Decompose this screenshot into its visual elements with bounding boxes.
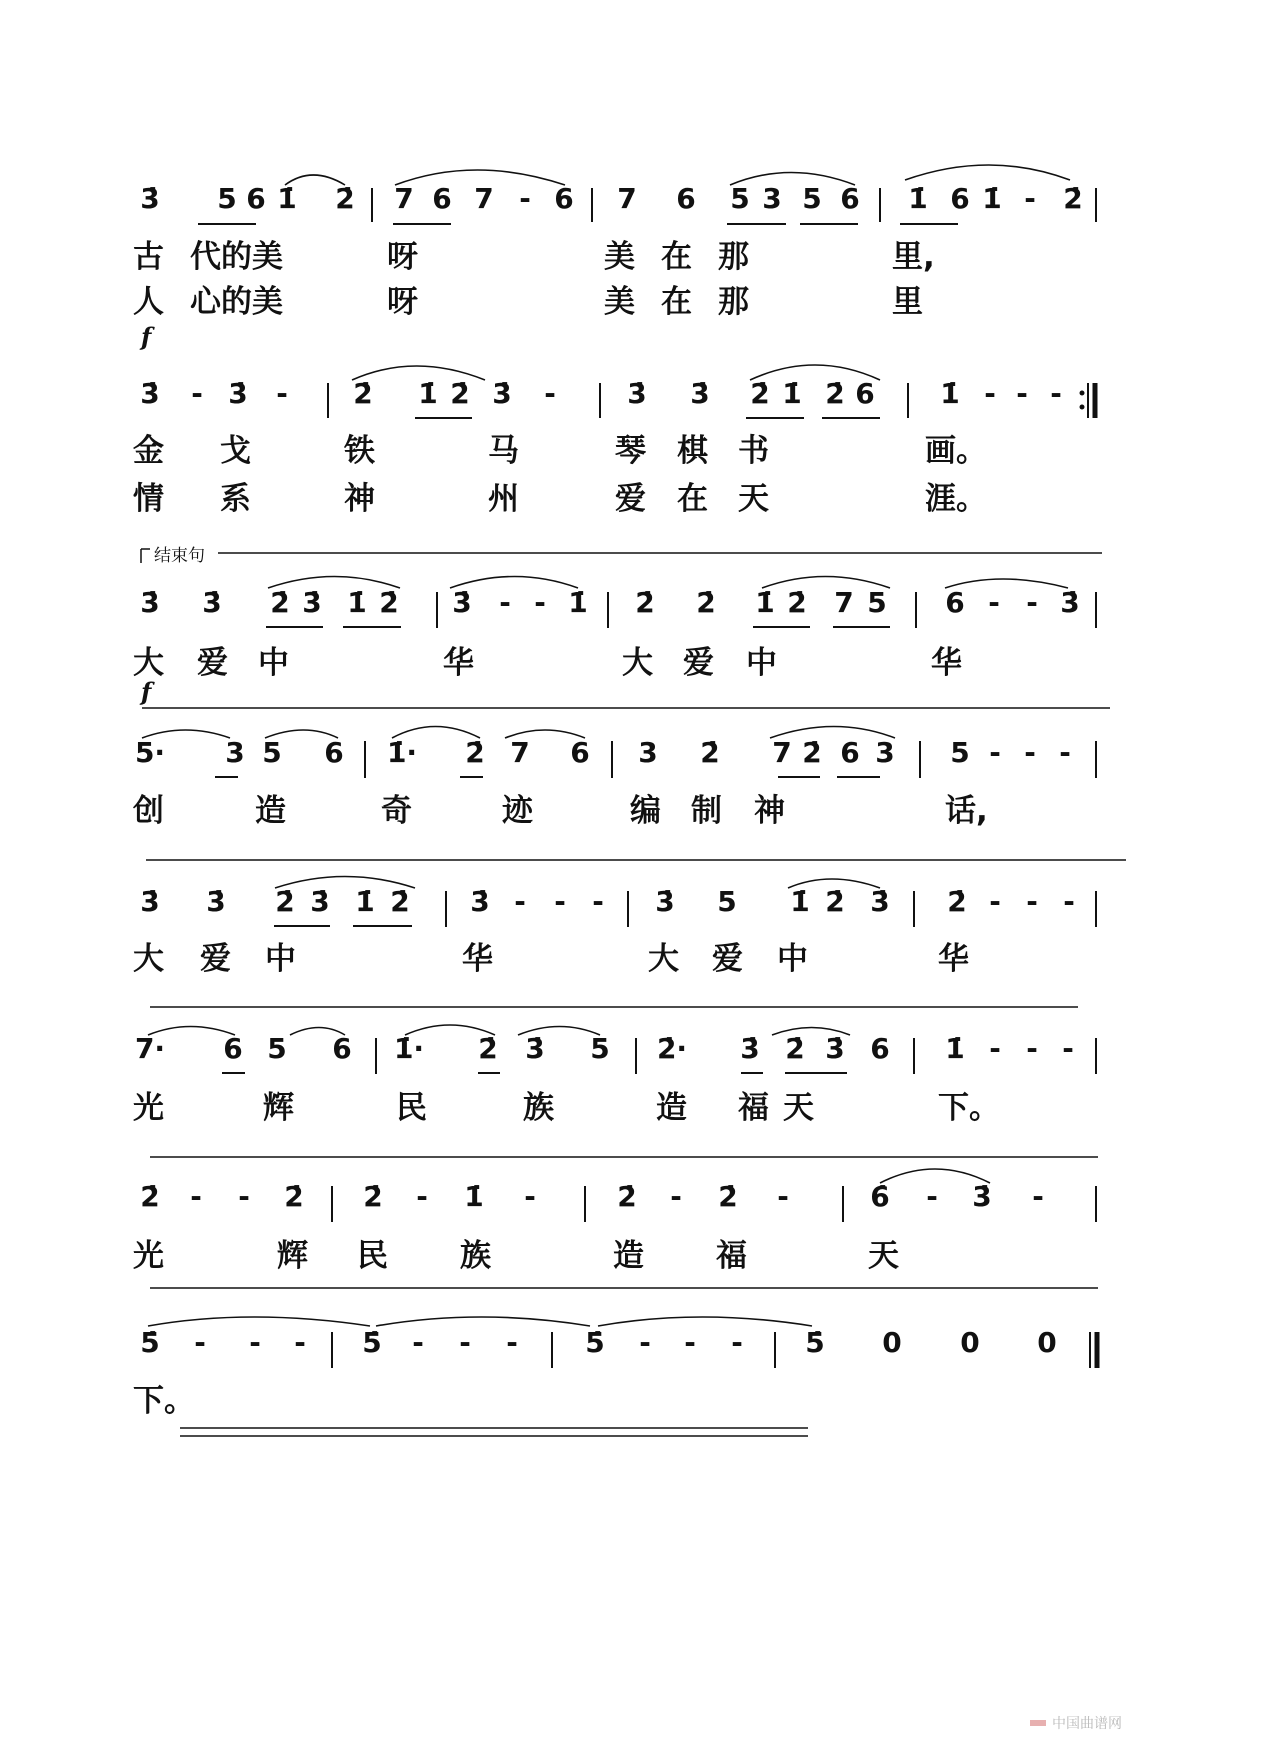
note: 6̇: [870, 1180, 890, 1213]
note: 3̇: [740, 1032, 760, 1065]
lyric-syllable: 心的美: [190, 284, 283, 320]
dash-sustain: -: [1024, 182, 1036, 215]
lyric-syllable: 呀: [387, 239, 418, 275]
lyric-syllable: 情: [133, 481, 164, 517]
note: 6: [855, 377, 875, 410]
lyric-syllable: 美: [604, 239, 635, 275]
dash-sustain: -: [294, 1326, 306, 1359]
note: 6: [945, 586, 965, 619]
site-watermark: [1030, 1715, 1122, 1732]
note: 1̇: [464, 1180, 484, 1213]
dash-sustain: -: [777, 1180, 789, 1213]
note: 2̇: [284, 1180, 304, 1213]
note: 2̇: [947, 885, 967, 918]
note: 6: [332, 1032, 352, 1065]
note: 1̇: [982, 182, 1002, 215]
dash-sustain: -: [989, 1032, 1001, 1065]
note: 2̇: [390, 885, 410, 918]
note: 2̇: [802, 736, 822, 769]
dash-sustain: -: [1026, 885, 1038, 918]
lyric-syllable: 大: [622, 645, 653, 681]
note: 6: [324, 736, 344, 769]
lyric-syllable: 人: [133, 284, 164, 320]
lyric-syllable: 棋: [677, 433, 708, 469]
lyric-syllable: 民: [357, 1238, 388, 1274]
separator-lines: [142, 553, 1126, 1436]
note: 1̇: [355, 885, 375, 918]
note: 2̇: [363, 1180, 383, 1213]
lyric-syllable: 画。: [925, 433, 987, 469]
lyric-syllable: 在: [661, 239, 692, 275]
note: 2̇: [140, 1180, 160, 1213]
lyric-syllable: 大: [648, 941, 679, 977]
note: 3̇: [972, 1180, 992, 1213]
note: 5: [217, 182, 237, 215]
note: 3: [638, 736, 658, 769]
lyric-syllable: 戈: [220, 433, 251, 469]
note: 1̇: [418, 377, 438, 410]
lyric-syllable: 神: [754, 793, 785, 829]
note: 2̇: [750, 377, 770, 410]
ending-section-label: [141, 546, 205, 566]
note: 1̇: [347, 586, 367, 619]
lyric-syllable: 福: [738, 1090, 769, 1126]
dash-sustain: -: [1024, 736, 1036, 769]
dash-sustain: -: [639, 1326, 651, 1359]
lyric-syllable: 华: [462, 941, 493, 977]
note: 3̇: [655, 885, 675, 918]
note: 2̇: [635, 586, 655, 619]
lyric-syllable: 辉: [277, 1238, 308, 1274]
repeat-dots: [1080, 391, 1085, 410]
lyric-syllable: 华: [443, 645, 474, 681]
note: 2̇: [478, 1032, 498, 1065]
lyric-syllable: 光: [133, 1090, 164, 1126]
note: 5: [267, 1032, 287, 1065]
rest-note: 0: [1037, 1326, 1057, 1359]
note: 1̇: [755, 586, 775, 619]
ending-section-text: 结束句: [154, 546, 205, 566]
note: 3: [225, 736, 245, 769]
watermark-text: 中国曲谱网: [1052, 1716, 1122, 1732]
lyric-syllable: 中: [746, 645, 777, 681]
note: 7: [510, 736, 530, 769]
dash-sustain: -: [989, 736, 1001, 769]
dash-sustain: -: [499, 586, 511, 619]
note: 5·: [134, 736, 166, 769]
note: 6: [870, 1032, 890, 1065]
lyric-syllable: 铁: [344, 433, 375, 469]
lyric-syllable: 在: [661, 284, 692, 320]
dash-sustain: -: [1026, 1032, 1038, 1065]
dash-sustain: -: [1050, 377, 1062, 410]
lyric-syllable: 马: [488, 433, 519, 469]
note: 3: [762, 182, 782, 215]
lyric-syllable: 中: [777, 941, 808, 977]
note: 5: [262, 736, 282, 769]
dash-sustain: -: [670, 1180, 682, 1213]
note: 1̇: [940, 377, 960, 410]
lyric-syllable: 那: [718, 239, 749, 275]
note: 2̇: [379, 586, 399, 619]
note: 6: [840, 736, 860, 769]
dash-sustain: -: [731, 1326, 743, 1359]
lyric-syllable: 爱: [197, 645, 228, 681]
note: 6: [432, 182, 452, 215]
lyric-syllable: 代的美: [190, 239, 283, 275]
note: 7·: [134, 1032, 166, 1065]
note: 1̇: [908, 182, 928, 215]
note: 3̇: [228, 377, 248, 410]
dash-sustain: -: [276, 377, 288, 410]
note: 3̇: [206, 885, 226, 918]
note: 5: [950, 736, 970, 769]
lyric-syllable: 系: [220, 481, 251, 517]
lyric-syllable: 光: [133, 1238, 164, 1274]
note: 3̇: [525, 1032, 545, 1065]
dash-sustain: -: [249, 1326, 261, 1359]
note: 3̇: [310, 885, 330, 918]
note: 1̇·: [393, 1032, 425, 1065]
note: 7: [834, 586, 854, 619]
note: 5: [867, 586, 887, 619]
dash-sustain: -: [592, 885, 604, 918]
note: 3̇: [825, 1032, 845, 1065]
note: 6: [246, 182, 266, 215]
dash-sustain: -: [1063, 885, 1075, 918]
note: 6: [554, 182, 574, 215]
note: 5̇: [805, 1326, 825, 1359]
dash-sustain: -: [412, 1326, 424, 1359]
lyric-syllable: 华: [931, 645, 962, 681]
lyric-syllable: 爱: [615, 481, 646, 517]
lyric-syllable: 美: [604, 284, 635, 320]
note: 2̇: [1063, 182, 1083, 215]
lyric-syllable: 那: [718, 284, 749, 320]
note: 2̇·: [656, 1032, 688, 1065]
note: 3̇: [690, 377, 710, 410]
dash-sustain: -: [506, 1326, 518, 1359]
note: 3̇: [140, 586, 160, 619]
lyric-syllable: 创: [133, 793, 164, 829]
note: 2̇: [617, 1180, 637, 1213]
note: 7: [772, 736, 792, 769]
lyric-syllable: 造: [613, 1238, 644, 1274]
lyric-syllable: 造: [656, 1090, 687, 1126]
dash-sustain: -: [1062, 1032, 1074, 1065]
note: 6: [676, 182, 696, 215]
note: 3̇: [1060, 586, 1080, 619]
dash-sustain: -: [524, 1180, 536, 1213]
note: 2̇: [718, 1180, 738, 1213]
dash-sustain: -: [1059, 736, 1071, 769]
lyric-syllable: 中: [258, 645, 289, 681]
lyric-syllable: 天: [868, 1238, 899, 1274]
lyric-syllable: 里,: [892, 239, 935, 275]
lyric-syllable: 奇: [381, 793, 412, 829]
note: 2̇: [700, 736, 720, 769]
dynamic-forte: f: [141, 322, 152, 351]
note: 5̇: [140, 1326, 160, 1359]
dash-sustain: -: [194, 1326, 206, 1359]
lyric-syllable: 造: [255, 793, 286, 829]
note: 3̇: [140, 182, 160, 215]
note: 1̇·: [386, 736, 418, 769]
lyric-syllable: 金: [133, 433, 164, 469]
note: 1̇: [782, 377, 802, 410]
lyric-syllable: 族: [460, 1238, 491, 1274]
note: 6: [570, 736, 590, 769]
note-underlines: [198, 224, 958, 1073]
note: 2̇: [787, 586, 807, 619]
note: 3̇: [140, 377, 160, 410]
note: 2̇: [825, 885, 845, 918]
note: 3̇: [452, 586, 472, 619]
note: 2̇: [465, 736, 485, 769]
dash-sustain: -: [459, 1326, 471, 1359]
lyric-syllable: 话,: [945, 793, 988, 829]
note: 3̇: [627, 377, 647, 410]
dash-sustain: -: [684, 1326, 696, 1359]
lyric-syllable: 福: [716, 1238, 747, 1274]
lyric-syllable: 神: [344, 481, 375, 517]
note: 3̇: [140, 885, 160, 918]
lyric-syllable: 辉: [263, 1090, 294, 1126]
note: 3̇: [870, 885, 890, 918]
lyric-syllable: 州: [488, 481, 519, 517]
lyric-syllable: 大: [133, 941, 164, 977]
lyric-syllable: 爱: [683, 645, 714, 681]
lyric-syllable: 里: [892, 284, 923, 320]
lyric-syllable: 琴: [615, 433, 646, 469]
dash-sustain: -: [191, 377, 203, 410]
note: 5: [717, 885, 737, 918]
note: 6: [840, 182, 860, 215]
note: 2̇: [696, 586, 716, 619]
dash-sustain: -: [238, 1180, 250, 1213]
note: 3̇: [302, 586, 322, 619]
note: 3̇: [202, 586, 222, 619]
dash-sustain: -: [988, 586, 1000, 619]
dash-sustain: -: [1016, 377, 1028, 410]
lyric-syllable: 民: [396, 1090, 427, 1126]
note: 7: [394, 182, 414, 215]
dash-sustain: -: [190, 1180, 202, 1213]
note: 6: [950, 182, 970, 215]
note: 7: [617, 182, 637, 215]
lyric-syllable: 下。: [938, 1090, 1000, 1126]
note: 2̇: [785, 1032, 805, 1065]
dash-sustain: -: [514, 885, 526, 918]
lyric-syllable: 爱: [200, 941, 231, 977]
dynamic-forte: f: [141, 677, 152, 706]
lyric-syllable: 爱: [712, 941, 743, 977]
lyric-syllable: 在: [677, 481, 708, 517]
note: 2̇: [335, 182, 355, 215]
note: 3̇: [492, 377, 512, 410]
note: 1̇: [568, 586, 588, 619]
lyric-syllable: 天: [783, 1090, 814, 1126]
note: 5̇: [585, 1326, 605, 1359]
lyric-syllable: 书: [738, 433, 769, 469]
lyric-syllable: 编: [630, 793, 661, 829]
note: 1̇: [945, 1032, 965, 1065]
note: 2̇: [275, 885, 295, 918]
note: 3: [875, 736, 895, 769]
lyric-syllable: 古: [133, 239, 164, 275]
note: 5: [802, 182, 822, 215]
dash-sustain: -: [416, 1180, 428, 1213]
dash-sustain: -: [554, 885, 566, 918]
note: 3̇: [470, 885, 490, 918]
dash-sustain: -: [534, 586, 546, 619]
note: 2̇: [353, 377, 373, 410]
note: 5: [590, 1032, 610, 1065]
note: 1̇: [277, 182, 297, 215]
note: 5̇: [362, 1326, 382, 1359]
dash-sustain: -: [984, 377, 996, 410]
lyric-syllable: 大: [133, 645, 164, 681]
rest-note: 0: [960, 1326, 980, 1359]
dash-sustain: -: [1026, 586, 1038, 619]
lyric-syllable: 制: [691, 793, 722, 829]
lyric-syllable: 华: [938, 941, 969, 977]
note: 5: [730, 182, 750, 215]
score-notation: [135, 182, 1083, 1359]
dash-sustain: -: [926, 1180, 938, 1213]
lyric-syllable: 天: [738, 481, 769, 517]
note: 2̇: [270, 586, 290, 619]
lyric-syllable: 中: [265, 941, 296, 977]
lyric-syllable: 涯。: [925, 481, 987, 517]
lyric-syllable: 迹: [502, 793, 533, 829]
lyric-syllable: 下。: [133, 1383, 195, 1419]
lyric-syllable: 呀: [387, 284, 418, 320]
dash-sustain: -: [1032, 1180, 1044, 1213]
rest-note: 0: [882, 1326, 902, 1359]
dash-sustain: -: [519, 182, 531, 215]
note: 1̇: [790, 885, 810, 918]
note: 2̇: [450, 377, 470, 410]
note: 6: [223, 1032, 243, 1065]
note: 7: [474, 182, 494, 215]
dash-sustain: -: [989, 885, 1001, 918]
note: 2̇: [825, 377, 845, 410]
dash-sustain: -: [544, 377, 556, 410]
lyric-syllable: 族: [523, 1090, 554, 1126]
